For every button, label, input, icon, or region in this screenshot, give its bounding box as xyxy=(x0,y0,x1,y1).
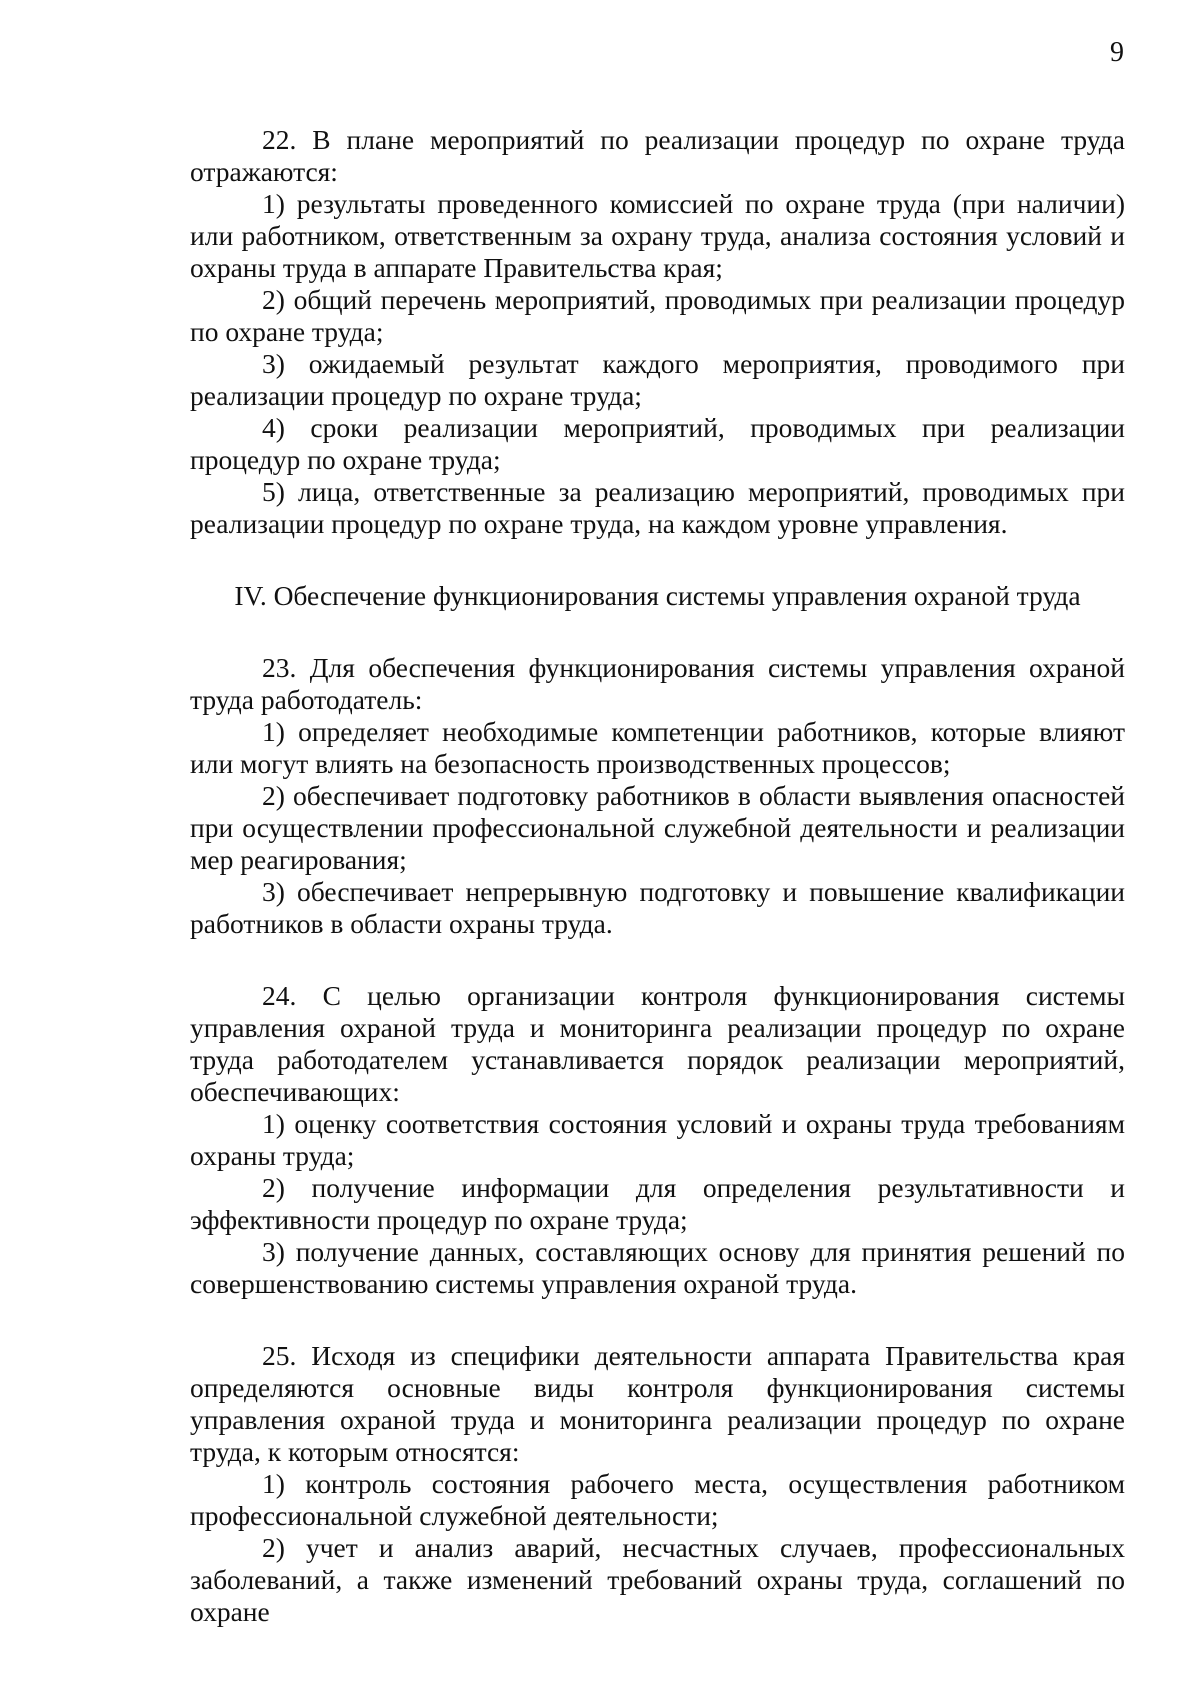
section-22-intro: 22. В плане мероприятий по реализации процедур по охране труда отражаются: xyxy=(190,124,1125,187)
section-24-intro: 24. С целью организации контроля функционирования системы управления охраной труда и мониторинга реализации процедур по охране труда работодателем устанавливается порядок реализации мероприятий, обеспечивающих: xyxy=(190,980,1125,1107)
section-25-item-1: 1) контроль состояния рабочего места, осуществления работником профессиональной служебной деятельности; xyxy=(190,1468,1125,1531)
document-body xyxy=(190,124,1125,1628)
section-22-item-4: 4) сроки реализации мероприятий, проводимых при реализации процедур по охране труда; xyxy=(190,412,1125,475)
section-22-item-1: 1) результаты проведенного комиссией по охране труда (при наличии) или работником, ответственным за охрану труда, анализа состояния условий и охраны труда в аппарате Правительства края; xyxy=(190,188,1125,283)
section-22-item-2: 2) общий перечень мероприятий, проводимых при реализации процедур по охране труда; xyxy=(190,284,1125,347)
section-23-item-1: 1) определяет необходимые компетенции работников, которые влияют или могут влиять на безопасность производственных процессов; xyxy=(190,716,1125,779)
section-25-intro: 25. Исходя из специфики деятельности аппарата Правительства края определяются основные виды контроля функционирования системы управления охраной труда и мониторинга реализации процедур по охране труда, к которым относятся: xyxy=(190,1340,1125,1467)
section-23-item-3: 3) обеспечивает непрерывную подготовку и повышение квалификации работников в области охраны труда. xyxy=(190,876,1125,939)
section-22-item-5: 5) лица, ответственные за реализацию мероприятий, проводимых при реализации процедур по охране труда, на каждом уровне управления. xyxy=(190,476,1125,539)
section-24-item-1: 1) оценку соответствия состояния условий и охраны труда требованиям охраны труда; xyxy=(190,1108,1125,1171)
section-23-intro: 23. Для обеспечения функционирования системы управления охраной труда работодатель: xyxy=(190,652,1125,715)
section-22-item-3: 3) ожидаемый результат каждого мероприятия, проводимого при реализации процедур по охране труда; xyxy=(190,348,1125,411)
section-24-item-2: 2) получение информации для определения результативности и эффективности процедур по охране труда; xyxy=(190,1172,1125,1235)
section-heading-iv: IV. Обеспечение функционирования системы управления охраной труда xyxy=(234,580,1081,611)
section-24-item-3: 3) получение данных, составляющих основу для принятия решений по совершенствованию системы управления охраной труда. xyxy=(190,1236,1125,1299)
page-number: 9 xyxy=(1110,37,1124,68)
section-25-item-2: 2) учет и анализ аварий, несчастных случаев, профессиональных заболеваний, а также изменений требований охраны труда, соглашений по охране xyxy=(190,1532,1125,1627)
section-23-item-2: 2) обеспечивает подготовку работников в области выявления опасностей при осуществлении профессиональной служебной деятельности и реализации мер реагирования; xyxy=(190,780,1125,875)
